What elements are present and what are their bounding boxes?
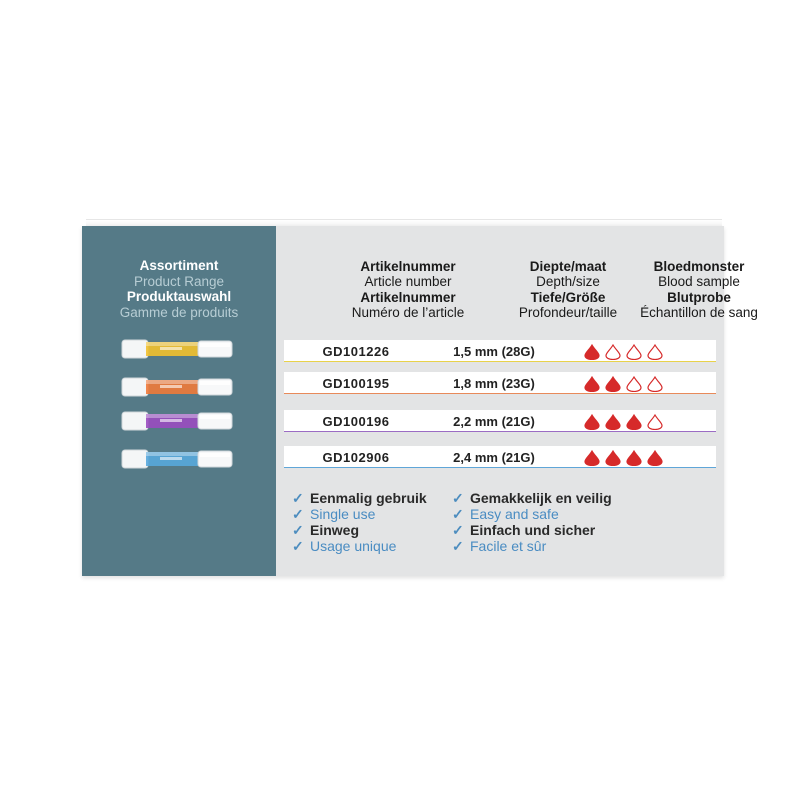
features-right [452,490,612,554]
table-row [284,372,716,394]
blood-drop-empty-icon [627,345,641,360]
depth-header-fr: Profondeur/taille [518,304,618,320]
blood-drop-empty-icon [648,415,662,430]
blood-drop-filled-icon [606,377,620,392]
lancet-image [120,408,236,434]
check-icon: ✓ [452,538,464,554]
depth-size: 1,8 mm (23G) [453,376,535,391]
lancet-image [120,446,236,472]
table-row [284,446,716,468]
blood-header-fr: Échantillon de sang [640,304,758,320]
depth-header [508,259,628,320]
feature-easy-safe-nl: ✓ Gemakkelijk en veilig [452,490,612,506]
feature-single-use-nl: ✓ Eenmalig gebruik [292,490,427,506]
check-icon: ✓ [292,538,304,554]
blood-header-nl: Bloedmonster [653,259,745,274]
table-row [284,410,716,432]
features-left [292,490,427,554]
blood-drop-filled-icon [585,451,599,466]
blood-drop-rating [582,344,672,360]
blood-header-de: Blutprobe [667,289,731,305]
blood-drop-filled-icon [648,451,662,466]
blood-header-en: Blood sample [658,274,740,290]
blood-drop-filled-icon [585,415,599,430]
row-separator [284,467,716,468]
feature-single-use-en: ✓ Single use [292,506,376,522]
blood-drop-empty-icon [648,377,662,392]
article-header-en: Article number [364,274,452,290]
assortment-title [82,258,276,320]
article-number: GD100195 [322,376,390,391]
check-icon: ✓ [292,490,304,506]
blood-drop-filled-icon [627,451,641,466]
article-header-fr: Numéro de l’article [351,304,465,320]
article-number: GD101226 [322,344,390,359]
depth-header-de: Tiefe/Größe [530,289,606,305]
blood-header [634,259,764,320]
depth-size: 1,5 mm (28G) [453,344,535,359]
assortment-en: Product Range [133,273,225,289]
blood-drop-filled-icon [585,345,599,360]
row-separator [284,393,716,394]
depth-header-nl: Diepte/maat [529,259,607,274]
depth-header-en: Depth/size [536,274,600,290]
article-header-nl: Artikelnummer [360,259,456,274]
lancet-image [120,374,236,400]
feature-single-use-fr: ✓ Usage unique [292,538,397,554]
check-icon: ✓ [292,522,304,538]
blood-drop-filled-icon [585,377,599,392]
blood-drop-empty-icon [627,377,641,392]
feature-easy-safe-en: ✓ Easy and safe [452,506,559,522]
blood-drop-rating [582,414,672,430]
article-number: GD102906 [322,450,390,465]
row-separator [284,361,716,362]
assortment-fr: Gamme de produits [119,304,239,320]
blood-drop-filled-icon [627,415,641,430]
lancet-image [120,336,236,362]
article-header [348,259,468,320]
depth-size: 2,4 mm (21G) [453,450,535,465]
article-header-de: Artikelnummer [360,289,456,305]
table-row [284,340,716,362]
check-icon: ✓ [452,506,464,522]
blood-drop-rating [582,376,672,392]
check-icon: ✓ [452,490,464,506]
check-icon: ✓ [292,506,304,522]
article-number: GD100196 [322,414,390,429]
depth-size: 2,2 mm (21G) [453,414,535,429]
blood-drop-empty-icon [606,345,620,360]
assortment-nl: Assortiment [139,258,219,273]
assortment-de: Produktauswahl [126,289,232,304]
feature-single-use-de: ✓ Einweg [292,522,360,538]
check-icon: ✓ [452,522,464,538]
blood-drop-rating [582,450,672,466]
product-box [82,226,758,576]
assortment-panel [82,226,276,576]
row-separator [284,431,716,432]
blood-drop-filled-icon [606,415,620,430]
product-table-area [276,226,758,576]
feature-easy-safe-de: ✓ Einfach und sicher [452,522,596,538]
blood-drop-filled-icon [606,451,620,466]
blood-drop-empty-icon [648,345,662,360]
feature-easy-safe-fr: ✓ Facile et sûr [452,538,547,554]
